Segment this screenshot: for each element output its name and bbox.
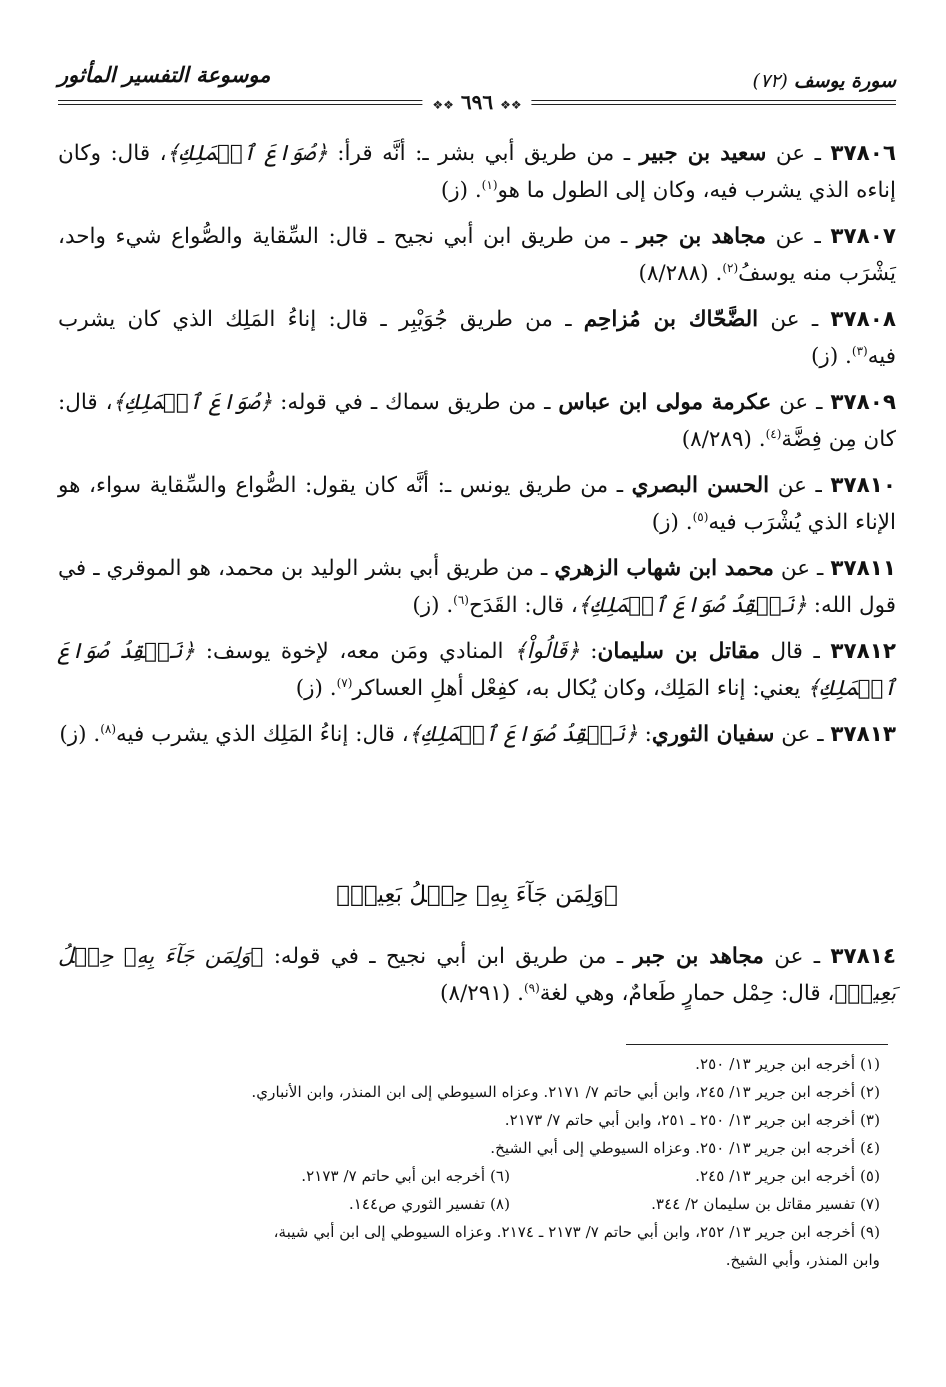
entry-text: ، قال: كان مِن فِضَّة bbox=[58, 390, 896, 452]
page-header bbox=[58, 62, 896, 120]
entry bbox=[58, 938, 896, 1012]
entry-text: ، قال: وكان إناءه الذي يشرب فيه، وكان إلى الطول ما هو bbox=[58, 141, 896, 203]
entry-text: . (ز) bbox=[412, 593, 454, 618]
footnote-ref[interactable]: (٧) bbox=[336, 675, 353, 690]
footnote: (٦) أخرجه ابن أبي حاتم ٧/ ٢١٧٣. bbox=[301, 1167, 510, 1185]
entry-text: ـ قال bbox=[759, 639, 820, 664]
surah-number: (٧٢) bbox=[752, 70, 788, 92]
entry-text: يعني: إناء المَلِك، وكان يُكال به، كفِعْل أهلِ العساكر bbox=[352, 676, 808, 701]
entry-number: ٣٧٨١٤ bbox=[830, 944, 896, 969]
entry-text: : bbox=[637, 722, 652, 747]
entry-text: المنادي ومَن معه، لإخوة يوسف: bbox=[195, 639, 515, 664]
quran-quote: ﴿وَلِمَن جَآءَ بِهِۦ حِمۡلُ بَعِيرٖ﴾ bbox=[58, 944, 896, 1006]
narrator-name: مجاهد بن جبر bbox=[636, 224, 767, 249]
entry-number: ٣٧٨١٣ bbox=[830, 722, 896, 747]
footnote: (٤) أخرجه ابن جرير ١٣/ ٢٥٠. وعزاه السيوطي إلى أبي الشيخ. bbox=[490, 1139, 880, 1157]
narrator-name: الضَّحّاك بن مُزاحِم bbox=[583, 307, 759, 332]
entry bbox=[58, 633, 896, 707]
quran-quote: ﴿صُوَاعَ ٱلۡمَلِكِ﴾ bbox=[166, 141, 328, 166]
footnote: (١) أخرجه ابن جرير ١٣/ ٢٥٠. bbox=[695, 1055, 880, 1073]
entry-text: ـ عن bbox=[771, 390, 823, 415]
surah-label bbox=[753, 70, 896, 92]
surah-name: سورة يوسف bbox=[793, 70, 896, 92]
entry-text: . (ز) bbox=[59, 722, 101, 747]
entry bbox=[58, 550, 896, 624]
entry-text: . (٨/٢٨٨) bbox=[638, 261, 723, 286]
entry bbox=[58, 218, 896, 292]
narrator-name: عكرمة مولى ابن عباس bbox=[558, 390, 772, 415]
quran-quote: ﴿قَالُواْ﴾ bbox=[514, 639, 580, 664]
entry-text: : bbox=[579, 639, 598, 664]
entry-text: ـ عن bbox=[773, 556, 824, 581]
footnote-ref[interactable]: (١) bbox=[481, 177, 498, 192]
entry-text: ـ من طريق أبي بشر ـ: أنَّه قرأ: bbox=[327, 141, 640, 166]
entry-text: ـ من طريق ابن أبي نجيح ـ في قوله: bbox=[263, 944, 634, 969]
entry bbox=[58, 301, 896, 375]
footnote: (٨) تفسير الثوري ص١٤٤. bbox=[348, 1195, 510, 1213]
footnote-ref[interactable]: (٥) bbox=[692, 509, 709, 524]
narrator-name: مقاتل بن سليمان bbox=[597, 639, 760, 664]
entry-text: ـ من طريق يونس ـ: أنَّه كان يقول: الصُّواع والسِّقاية سواء، هو الإناء الذي يُشْرَب فيه bbox=[58, 473, 896, 535]
entry-number: ٣٧٨١٠ bbox=[830, 473, 896, 498]
entry-text: ، قال: إناءُ المَلِك الذي يشرب فيه bbox=[116, 722, 409, 747]
entry-text: . (٨/٢٩١) bbox=[440, 981, 524, 1006]
footnote: (٥) أخرجه ابن جرير ١٣/ ٢٤٥. bbox=[695, 1167, 880, 1185]
narrator-name: سفيان الثوري bbox=[651, 722, 775, 747]
footnote: (٩) أخرجه ابن جرير ١٣/ ٢٥٢، وابن أبي حاتم ٧/ ٢١٧٣ ـ ٢١٧٤. وعزاه السيوطي إلى ابن أبي شيبة، bbox=[273, 1223, 880, 1241]
entry-text: ـ عن bbox=[766, 141, 821, 166]
entry-text: . (ز) bbox=[811, 344, 852, 369]
entry-number: ٣٧٨٠٨ bbox=[830, 307, 896, 332]
footnote-ref[interactable]: (٨) bbox=[100, 721, 117, 736]
ornament-icon: ❖❖ bbox=[432, 98, 454, 112]
page-number: ٦٩٦ bbox=[460, 90, 494, 114]
footnote: (٢) أخرجه ابن جرير ١٣/ ٢٤٥، وابن أبي حاتم ٧/ ٢١٧١. وعزاه السيوطي إلى ابن المنذر، وابن الأنباري. bbox=[251, 1083, 880, 1101]
page-number-block bbox=[422, 90, 531, 114]
footnote-ref[interactable]: (٦) bbox=[453, 592, 469, 607]
quran-quote: ﴿نَفۡقِدُ صُوَاعَ ٱلۡمَلِكِ﴾ bbox=[577, 593, 807, 618]
entry-text: . (٨/٢٨٩) bbox=[681, 427, 766, 452]
entry-text: ـ عن bbox=[774, 722, 824, 747]
footnote-ref[interactable]: (٤) bbox=[765, 426, 782, 441]
entry-text: ، قال: القَدَح bbox=[468, 593, 578, 618]
narrator-name: مجاهد بن جبر bbox=[633, 944, 764, 969]
entry-text: . (ز) bbox=[295, 676, 337, 701]
quran-quote: ﴿نَفۡقِدُ صُوَاعَ ٱلۡمَلِكِ﴾ bbox=[58, 639, 896, 701]
footnote-ref[interactable]: (٢) bbox=[722, 260, 739, 275]
entry-text: ـ من طريق جُوَيْبِر ـ قال: إناءُ المَلِك الذي كان يشرب فيه bbox=[58, 307, 896, 369]
entry-text: ـ من طريق ابن أبي نجيح ـ قال: السِّقاية والصُّواع شيء واحد، يَشْرَب منه يوسفُ bbox=[58, 224, 896, 286]
footnote-row bbox=[62, 1190, 880, 1218]
entry-text: ـ عن bbox=[766, 224, 821, 249]
entry-text: ـ من طريق سماك ـ في قوله: bbox=[272, 390, 559, 415]
footnote-ref[interactable]: (٣) bbox=[851, 343, 868, 358]
ornament-icon: ❖❖ bbox=[500, 98, 522, 112]
narrator-name: سعيد بن جبير bbox=[639, 141, 767, 166]
entry-text: ـ من طريق أبي بشر الوليد بن محمد، هو الموقري ـ في قول الله: bbox=[58, 556, 896, 618]
main-text bbox=[58, 135, 896, 762]
entry-number: ٣٧٨٠٧ bbox=[830, 224, 897, 249]
entry-text: . (ز) bbox=[651, 510, 693, 535]
main-text-continued bbox=[58, 938, 896, 1021]
entry bbox=[58, 716, 896, 753]
entry-text: . (ز) bbox=[440, 178, 482, 203]
entry-number: ٣٧٨٠٩ bbox=[830, 390, 896, 415]
footnotes bbox=[62, 1050, 880, 1274]
footnote-continued: وابن المنذر، وأبي الشيخ. bbox=[725, 1251, 880, 1269]
footnote-rule bbox=[626, 1044, 888, 1045]
entry bbox=[58, 467, 896, 541]
quran-quote: ﴿صُوَاعَ ٱلۡمَلِكِ﴾ bbox=[112, 390, 273, 415]
verse-heading: ﴿وَلِمَن جَآءَ بِهِۦ حِمۡلُ بَعِيرٖ﴾ bbox=[336, 882, 618, 908]
footnote-ref[interactable]: (٩) bbox=[523, 980, 540, 995]
entry bbox=[58, 135, 896, 209]
entry-number: ٣٧٨١٢ bbox=[830, 639, 897, 664]
footnote-row bbox=[62, 1162, 880, 1190]
entry-number: ٣٧٨٠٦ bbox=[830, 141, 896, 166]
entry-text: ـ عن bbox=[769, 473, 822, 498]
footnote: (٧) تفسير مقاتل بن سليمان ٢/ ٣٤٤. bbox=[651, 1195, 880, 1213]
entry bbox=[58, 384, 896, 458]
entry-text: ـ عن bbox=[763, 944, 821, 969]
entry-text: ، قال: حِمْل حمارٍ طَعامٌ، وهي لغة bbox=[539, 981, 835, 1006]
quran-quote: ﴿نَفۡقِدُ صُوَاعَ ٱلۡمَلِكِ﴾ bbox=[408, 722, 638, 747]
book-title: موسوعة التفسير المأثور bbox=[58, 62, 271, 87]
entry-number: ٣٧٨١١ bbox=[830, 556, 896, 581]
entry-text: ـ عن bbox=[758, 307, 819, 332]
footnote: (٣) أخرجه ابن جرير ١٣/ ٢٥٠ ـ ٢٥١، وابن أبي حاتم ٧/ ٢١٧٣. bbox=[504, 1111, 880, 1129]
narrator-name: محمد ابن شهاب الزهري bbox=[554, 556, 774, 581]
narrator-name: الحسن البصري bbox=[631, 473, 770, 498]
